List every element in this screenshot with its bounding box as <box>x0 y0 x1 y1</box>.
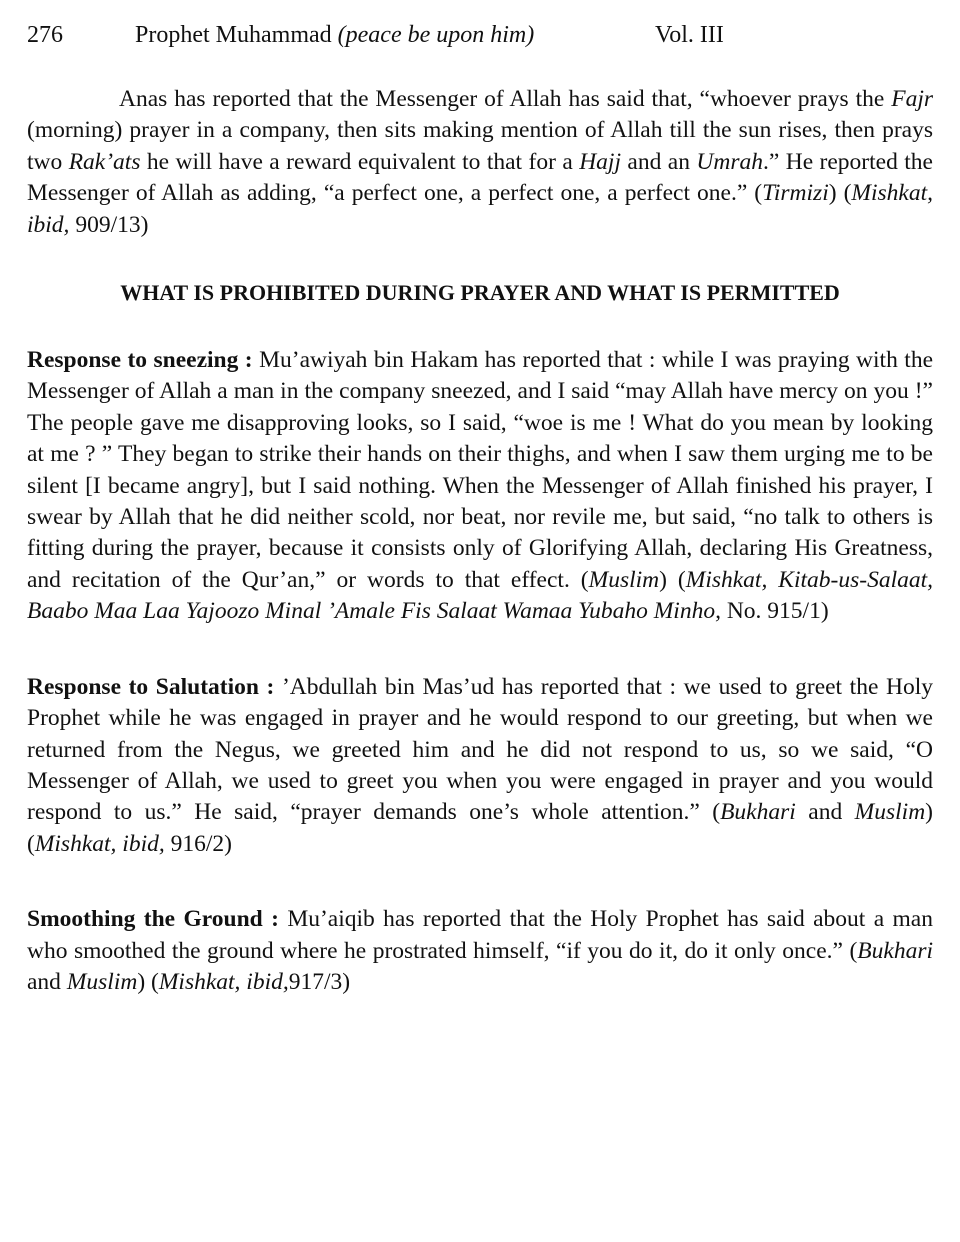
source-mishkat: Mishkat, ibid, <box>27 180 934 238</box>
sneezing-lead: Response to sneezing : <box>27 347 253 374</box>
intro-paragraph <box>27 84 933 241</box>
ground-text-2: and <box>27 968 67 995</box>
salutation-text-2: and <box>795 799 855 826</box>
term-umrah: Umrah <box>696 148 763 175</box>
term-hajj: Hajj <box>579 148 621 175</box>
running-header <box>27 18 933 52</box>
book-title-honorific: (peace be upon him) <box>337 22 535 48</box>
intro-text-3: he will have a reward equivalent to that for a <box>140 148 580 175</box>
intro-text-1: Anas has reported that the Messenger of Allah has said that, “whoever prays the <box>119 86 892 112</box>
source-mishkat: Mishkat, ibid, <box>34 830 165 857</box>
intro-text-2: (morning) prayer in a company, then sits making mention of Allah till the sun rises, then prays two <box>27 117 933 175</box>
source-muslim: Muslim <box>854 799 926 826</box>
salutation-text-3: ) ( <box>27 799 933 857</box>
salutation-lead: Response to Salutation : <box>27 673 275 700</box>
sneezing-text-2: ) ( <box>659 566 686 593</box>
source-muslim: Muslim <box>588 566 660 593</box>
source-muslim: Muslim <box>66 968 138 995</box>
source-mishkat: Mishkat, ibid, <box>158 968 289 995</box>
sneezing-text-1: Mu’awiyah bin Hakam has reported that : while I was praying with the Messenger of Allah a man in the company sneezed, and I said “may Allah have mercy on you !” The people gave me disapproving looks, so I said, “woe is me ! What do you mean by looking at me ? ” They began to strike their hands on their thighs, and when I saw them urging me to be silent [I became angry], but I said nothing. When the Messenger of Allah finished his prayer, I swear by Allah that he did neither scold, nor beat, nor revile me, but said, “no talk to others is fitting during the prayer, because it consists only of Glorifying Allah, declaring His Greatness, and recitation of the Qur’an,” or words to that effect. ( <box>27 347 933 593</box>
intro-text-4: and an <box>620 148 697 175</box>
ground-paragraph <box>27 904 933 998</box>
page-number: 276 <box>27 22 63 48</box>
ground-lead: Smoothing the Ground : <box>27 906 279 933</box>
intro-text-5: .” He reported the Messenger of Allah as adding, “a perfect one, a perfect one, a perfect one.” ( <box>27 148 933 207</box>
salutation-paragraph <box>27 672 933 860</box>
term-rakats: Rak’ats <box>68 148 141 175</box>
salutation-text-4: 916/2) <box>164 830 232 857</box>
ground-text-1: Mu’aiqib has reported that the Holy Prophet has said about a man who smoothed the ground where he prostrated himself, “if you do it, do it only once.” ( <box>27 906 933 964</box>
book-title <box>135 18 534 52</box>
sneezing-paragraph <box>27 345 933 628</box>
ground-text-4: 917/3) <box>288 968 351 995</box>
section-heading: WHAT IS PROHIBITED DURING PRAYER AND WHAT IS PERMITTED <box>120 280 840 306</box>
volume-label: Vol. III <box>655 22 724 48</box>
book-title-text: Prophet Muhammad <box>135 22 332 48</box>
salutation-text-1: ’Abdullah bin Mas’ud has reported that : we used to greet the Holy Prophet while he was engaged in prayer and he would respond to our greeting, but when we returned from the Negus, we greeted him and he did not respond to us, so we said, “O Messenger of Allah, we used to greet you when you were engaged in prayer and you would respond to us.” He said, “prayer demands one’s whole attention.” ( <box>27 673 933 826</box>
source-bukhari: Bukhari <box>720 799 796 826</box>
term-fajr: Fajr <box>891 86 933 112</box>
source-tirmizi: Tirmizi <box>762 180 829 207</box>
source-bukhari: Bukhari <box>857 937 933 964</box>
sneezing-text-3: No. 915/1) <box>720 598 829 625</box>
source-mishkat-kitab: Mishkat, Kitab-us-Salaat, Baabo Maa Laa Yajoozo Minal ’Amale Fis Salaat Wamaa Yubaho Minho, <box>27 566 934 625</box>
intro-text-6: ) ( <box>828 180 852 207</box>
intro-text-7: 909/13) <box>69 211 149 238</box>
book-page <box>27 18 933 998</box>
ground-text-3: ) ( <box>137 968 159 995</box>
